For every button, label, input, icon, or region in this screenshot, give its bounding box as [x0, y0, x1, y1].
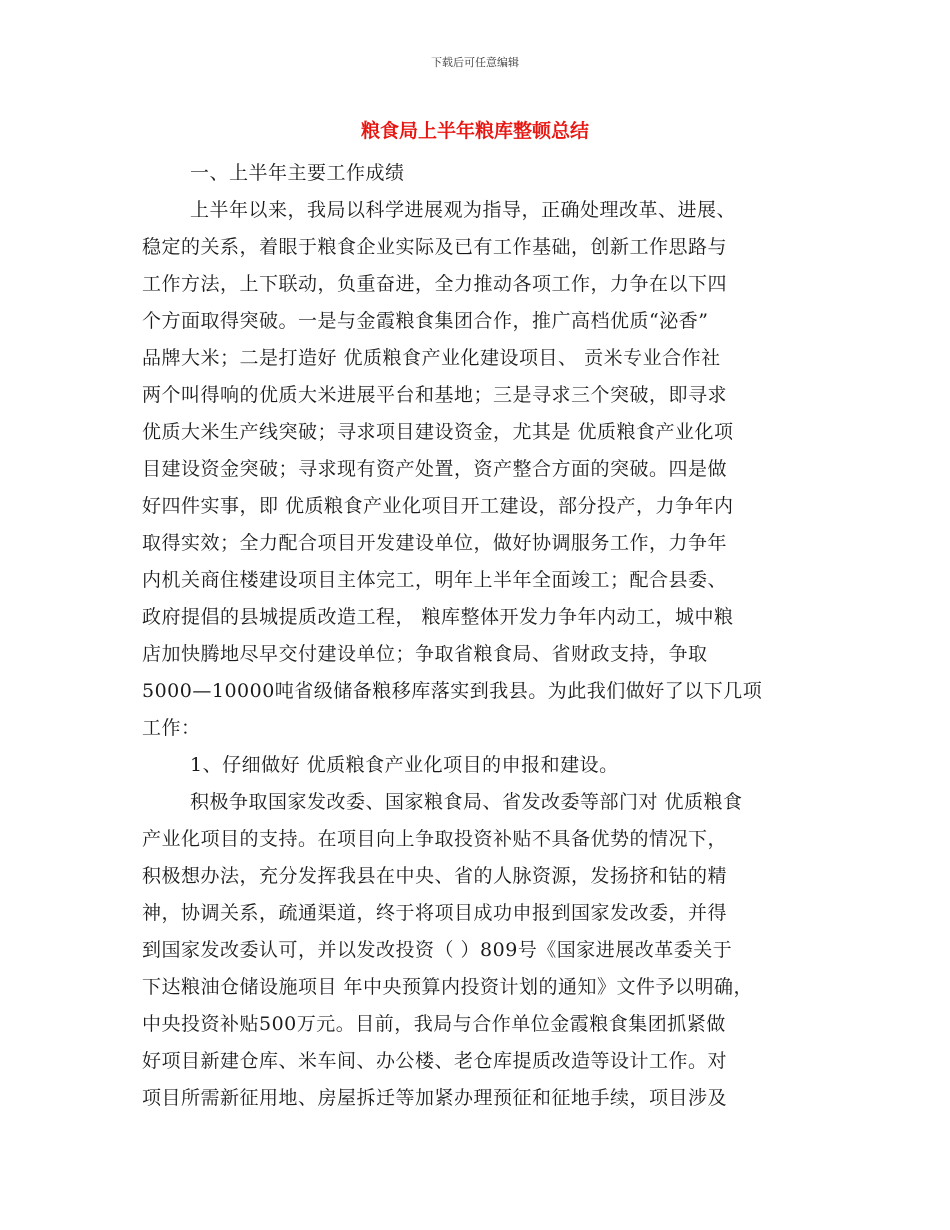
paragraph-line: 积极争取国家发改委、国家粮食局、省发改委等部门对 优质粮食 — [190, 791, 743, 813]
paragraph-line: 品牌大米；二是打造好 优质粮食产业化建设项目、 贡米专业合作社 — [142, 347, 721, 369]
paragraph-line: 取得实效；全力配合项目开发建设单位，做好协调服务工作，力争年 — [142, 532, 728, 554]
paragraph-line: 稳定的关系，着眼于粮食企业实际及已有工作基础，创新工作思路与 — [142, 236, 728, 258]
paragraph-line: 工作： — [142, 717, 201, 739]
paragraph-line: 上半年以来，我局以科学进展观为指导，正确处理改革、进展、 — [190, 199, 737, 221]
section-heading: 一、上半年主要工作成绩 — [190, 162, 405, 184]
paragraph-line: 好四件实事，即 优质粮食产业化项目开工建设，部分投产，力争年内 — [142, 495, 734, 517]
paragraph-line: 神，协调关系，疏通渠道，终于将项目成功申报到国家发改委，并得 — [142, 902, 728, 924]
paragraph-line: 政府提倡的县城提质改造工程， 粮库整体开发力争年内动工，城中粮 — [142, 606, 734, 628]
paragraph-line: 工作方法，上下联动，负重奋进，全力推动各项工作，力争在以下四 — [142, 273, 728, 295]
paragraph-line: 好项目新建仓库、米车间、办公楼、老仓库提质改造等设计工作。对 — [142, 1050, 728, 1072]
paragraph-line: 中央投资补贴500万元。目前，我局与合作单位金霞粮食集团抓紧做 — [142, 1013, 726, 1035]
paragraph-line: 店加快腾地尽早交付建设单位；争取省粮食局、省财政支持，争取 — [142, 643, 708, 665]
paragraph-line: 到国家发改委认可，并以发改投资（ ）809号《国家进展改革委关于 — [142, 939, 733, 961]
document-body — [142, 155, 818, 1117]
header-note: 下载后可任意编辑 — [431, 56, 519, 69]
paragraph-line: 5000—10000吨省级储备粮移库落实到我县。为此我们做好了以下几项 — [142, 680, 763, 702]
paragraph-line: 优质大米生产线突破；寻求项目建设资金，尤其是 优质粮食产业化项 — [142, 421, 734, 443]
paragraph-line: 下达粮油仓储设施项目 年中央预算内投资计划的通知》文件予以明确， — [142, 976, 754, 998]
subsection-heading: 1、仔细做好 优质粮食产业化项目的申报和建设。 — [190, 754, 619, 776]
paragraph-line: 项目所需新征用地、房屋拆迁等加紧办理预征和征地手续，项目涉及 — [142, 1087, 728, 1109]
paragraph-line: 积极想办法，充分发挥我县在中央、省的人脉资源，发扬挤和钻的精 — [142, 865, 728, 887]
paragraph-line: 两个叫得响的优质大米进展平台和基地；三是寻求三个突破，即寻求 — [142, 384, 728, 406]
paragraph-line: 内机关商住楼建设项目主体完工，明年上半年全面竣工；配合县委、 — [142, 569, 728, 591]
paragraph-line: 目建设资金突破；寻求现有资产处置，资产整合方面的突破。四是做 — [142, 458, 728, 480]
document-title: 粮食局上半年粮库整顿总结 — [360, 120, 589, 142]
paragraph-line: 个方面取得突破。一是与金霞粮食集团合作，推广高档优质“泌香” — [142, 310, 709, 332]
paragraph-line: 产业化项目的支持。在项目向上争取投资补贴不具备优势的情况下， — [142, 828, 728, 850]
